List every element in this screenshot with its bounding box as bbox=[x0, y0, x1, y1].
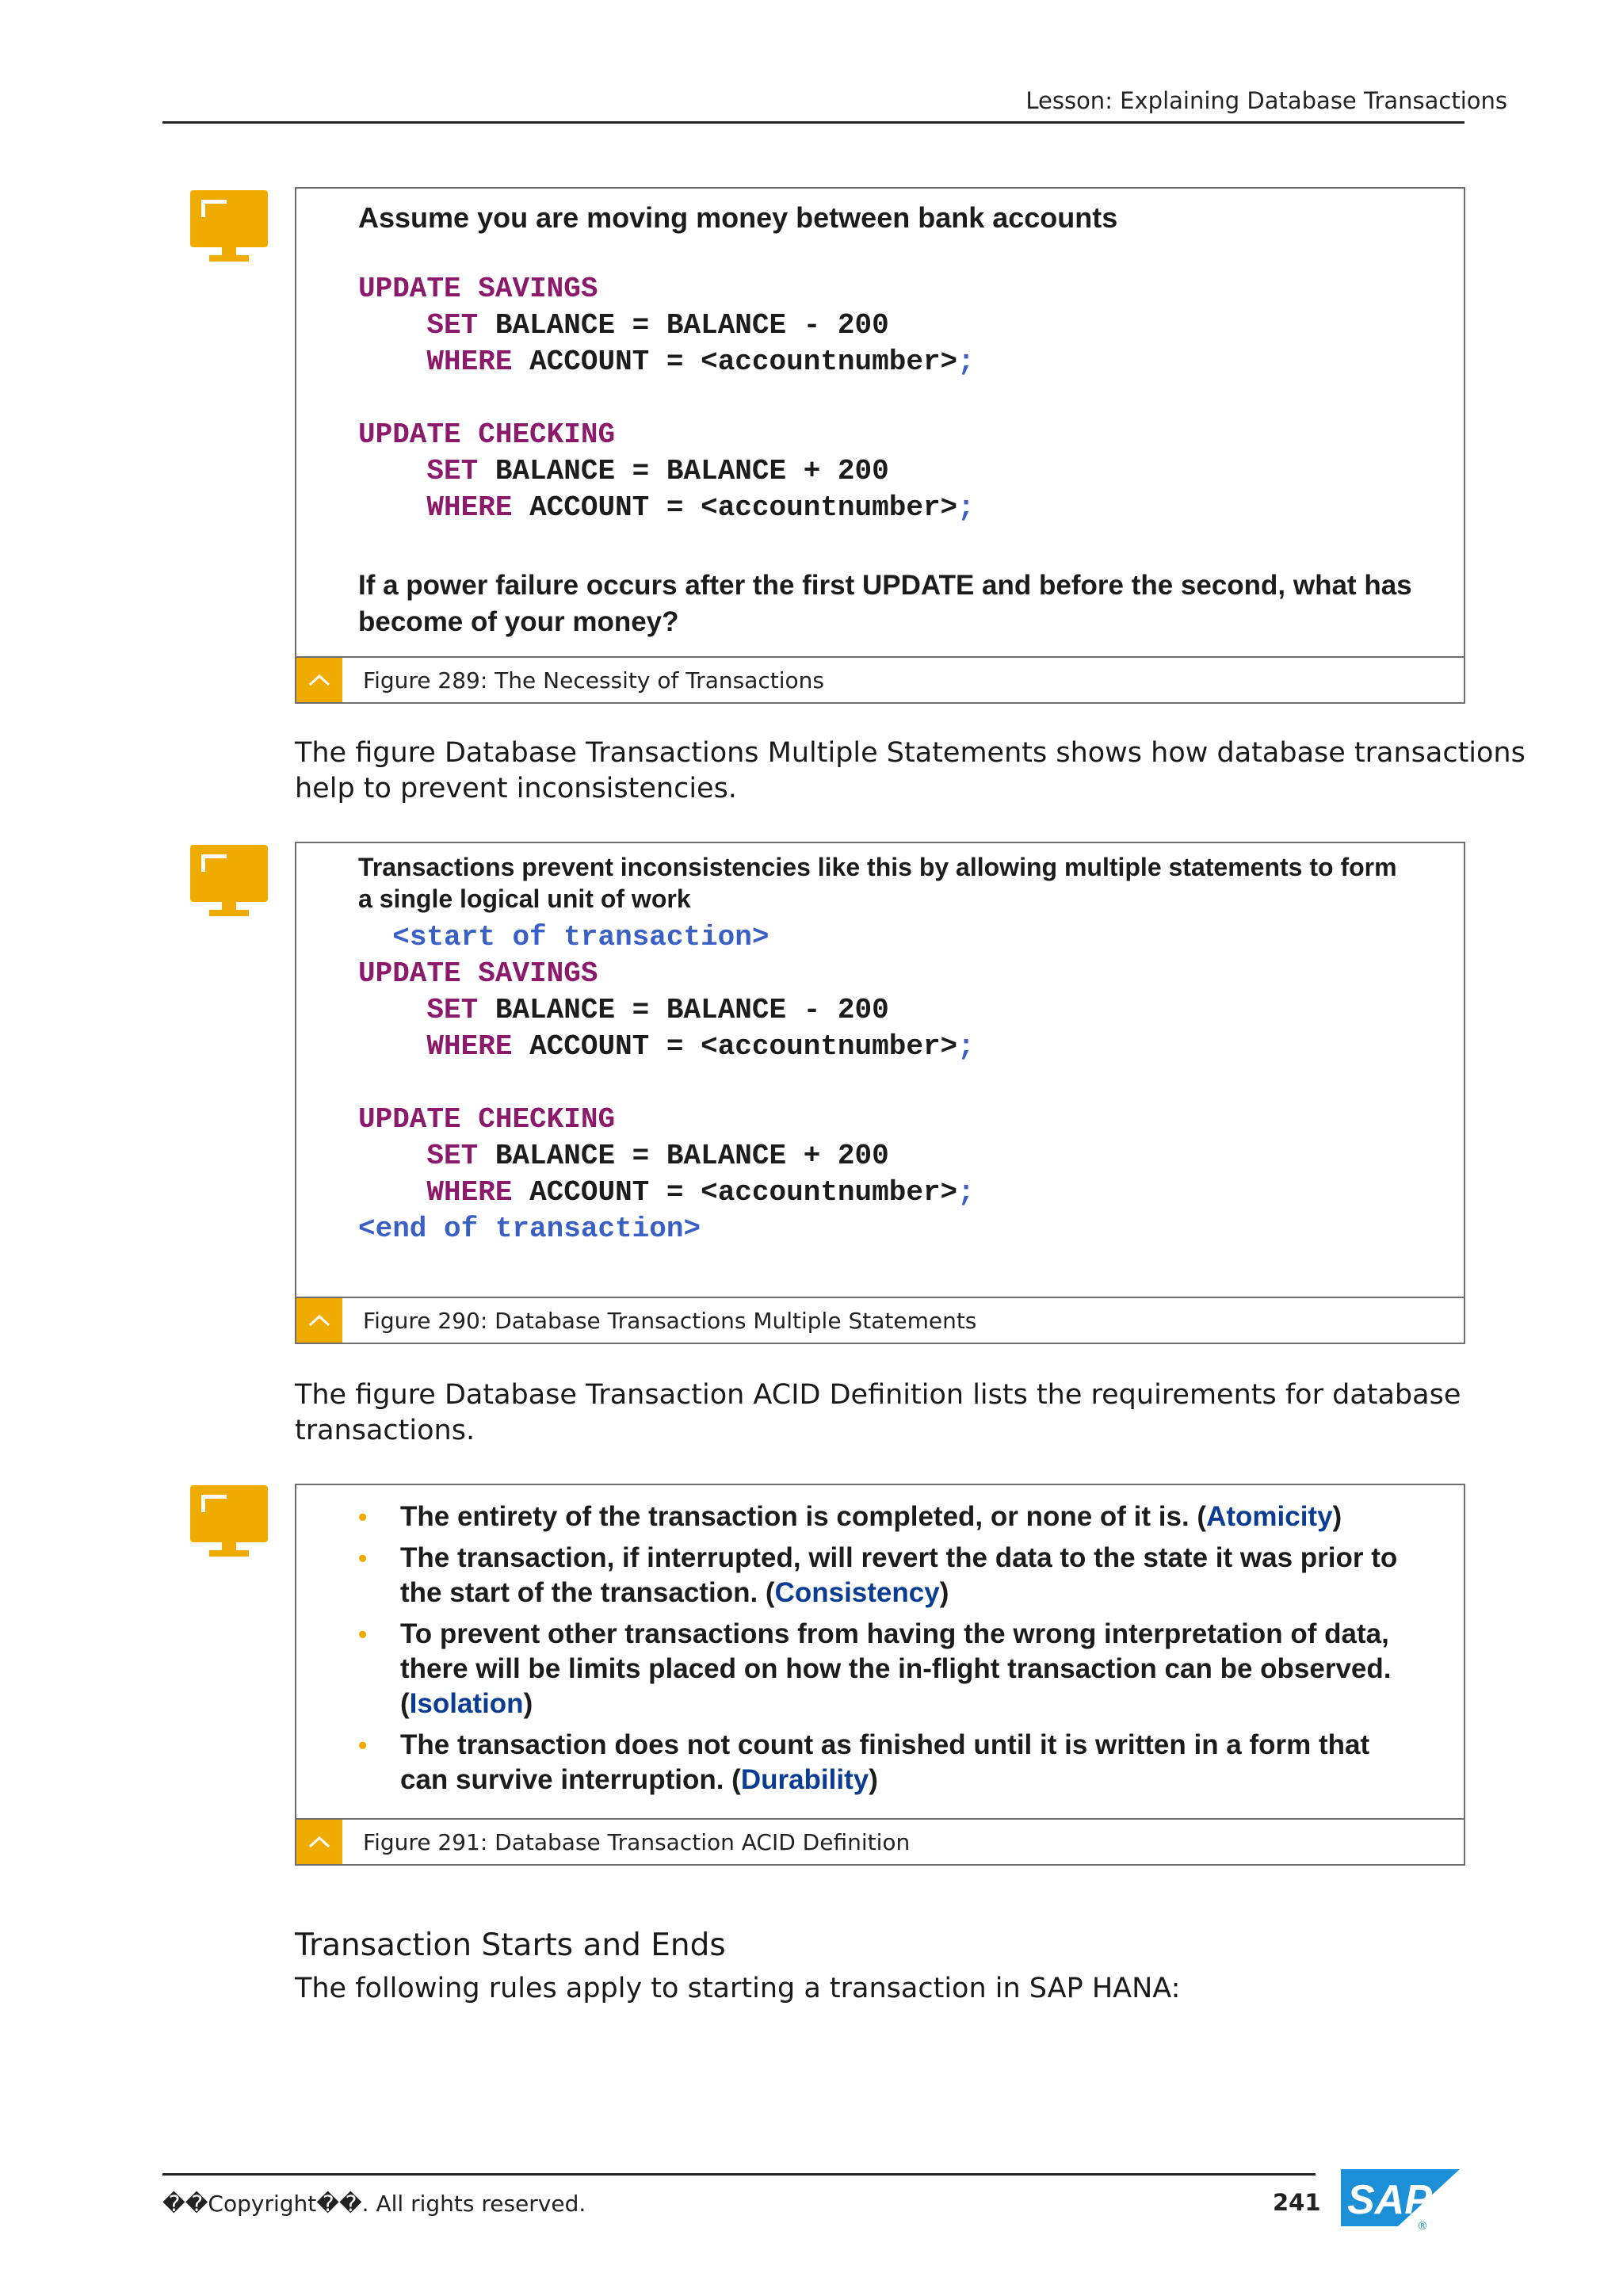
sql-keyword: UPDATE bbox=[358, 1103, 461, 1136]
sql-keyword: WHERE bbox=[426, 1030, 513, 1063]
sql-terminator: ; bbox=[957, 491, 975, 524]
list-item bbox=[358, 1728, 1412, 1797]
figure-caption-bar bbox=[296, 656, 1464, 702]
figure-caption-bar bbox=[296, 1297, 1464, 1343]
sql-keyword: WHERE bbox=[426, 1176, 513, 1209]
header-rule bbox=[162, 121, 1465, 124]
sql-expression: ACCOUNT = <accountnumber> bbox=[529, 1030, 958, 1063]
sql-expression: BALANCE = BALANCE - 200 bbox=[495, 994, 889, 1026]
acid-list bbox=[358, 1499, 1412, 1804]
bullet-icon: • bbox=[358, 1731, 368, 1759]
list-item bbox=[358, 1499, 1412, 1534]
acid-item-text: To prevent other transactions from having the wrong interpretation of data, there will be limits placed on how the in-flight transaction can be observed. ( bbox=[400, 1618, 1392, 1719]
figure-289 bbox=[295, 187, 1465, 704]
presentation-monitor-icon bbox=[190, 1485, 268, 1558]
sql-keyword: SET bbox=[426, 994, 479, 1026]
slide-question: If a power failure occurs after the first UPDATE and before the second, what has become of your money? bbox=[358, 570, 1412, 637]
collapse-chevron-icon[interactable] bbox=[296, 658, 342, 702]
lesson-title: Lesson: Explaining Database Transactions bbox=[1025, 87, 1507, 114]
body-paragraph: The figure Database Transaction ACID Definition lists the requirements for database transactions. bbox=[295, 1379, 1461, 1446]
figure-caption: Figure 289: The Necessity of Transactions bbox=[363, 667, 824, 693]
sql-expression: ACCOUNT = <accountnumber> bbox=[529, 346, 958, 378]
acid-term: Consistency bbox=[774, 1577, 940, 1608]
bullet-icon: • bbox=[358, 1544, 368, 1572]
sql-keyword: WHERE bbox=[426, 346, 513, 378]
sql-table-name: SAVINGS bbox=[478, 273, 598, 305]
bullet-icon: • bbox=[358, 1503, 368, 1531]
list-item bbox=[358, 1541, 1412, 1610]
sql-terminator: ; bbox=[957, 1176, 975, 1209]
presentation-monitor-icon bbox=[190, 190, 268, 263]
sap-logo bbox=[1341, 2169, 1460, 2231]
transaction-start-marker: <start of transaction> bbox=[392, 921, 769, 953]
figure-290 bbox=[295, 842, 1465, 1344]
sql-expression: ACCOUNT = <accountnumber> bbox=[529, 491, 958, 524]
sql-terminator: ; bbox=[957, 1030, 975, 1063]
acid-item-close: ) bbox=[1332, 1501, 1342, 1532]
figure-caption: Figure 291: Database Transaction ACID Definition bbox=[363, 1829, 911, 1855]
copyright-notice: ��Copyright��. All rights reserved. bbox=[162, 2191, 586, 2217]
section-intro: The following rules apply to starting a transaction in SAP HANA: bbox=[295, 1973, 1181, 2004]
sql-expression: BALANCE = BALANCE + 200 bbox=[495, 455, 889, 487]
figure-caption: Figure 290: Database Transactions Multiple Statements bbox=[363, 1308, 977, 1334]
sql-keyword: UPDATE bbox=[358, 957, 461, 990]
svg-text:SAP: SAP bbox=[1347, 2177, 1432, 2223]
sql-table-name: SAVINGS bbox=[478, 957, 598, 990]
sql-statement-savings bbox=[358, 271, 975, 380]
sql-keyword: SET bbox=[426, 1140, 479, 1172]
acid-item-close: ) bbox=[523, 1688, 533, 1719]
sql-expression: BALANCE = BALANCE + 200 bbox=[495, 1140, 889, 1172]
transaction-end-marker: <end of transaction> bbox=[358, 1213, 701, 1245]
sql-statement-checking bbox=[358, 417, 975, 526]
acid-item-text: The entirety of the transaction is completed, or none of it is. ( bbox=[400, 1501, 1207, 1532]
sql-terminator: ; bbox=[957, 346, 975, 378]
page-number: 241 bbox=[1273, 2189, 1321, 2216]
sql-keyword: UPDATE bbox=[358, 418, 461, 451]
sql-keyword: WHERE bbox=[426, 491, 513, 524]
acid-item-text: The transaction, if interrupted, will revert the data to the state it was prior to the start of the transaction. ( bbox=[400, 1542, 1398, 1608]
body-paragraph: The figure Database Transactions Multiple Statements shows how database transactions help to prevent inconsistencies. bbox=[295, 737, 1526, 804]
svg-text:®: ® bbox=[1417, 2220, 1428, 2231]
acid-term: Atomicity bbox=[1206, 1501, 1333, 1532]
acid-item-close: ) bbox=[869, 1764, 878, 1795]
presentation-monitor-icon bbox=[190, 845, 268, 918]
acid-term: Durability bbox=[740, 1764, 869, 1795]
sql-expression: BALANCE = BALANCE - 200 bbox=[495, 309, 889, 342]
sql-expression: ACCOUNT = <accountnumber> bbox=[529, 1176, 958, 1209]
collapse-chevron-icon[interactable] bbox=[296, 1820, 342, 1864]
sql-keyword: SET bbox=[426, 455, 479, 487]
figure-caption-bar bbox=[296, 1818, 1464, 1864]
acid-item-text: The transaction does not count as finished until it is written in a form that can survive interruption. ( bbox=[400, 1729, 1370, 1795]
acid-term: Isolation bbox=[409, 1688, 524, 1719]
figure-291 bbox=[295, 1484, 1465, 1866]
collapse-chevron-icon[interactable] bbox=[296, 1298, 342, 1343]
sql-transaction-block bbox=[358, 919, 975, 1247]
acid-item-close: ) bbox=[939, 1577, 949, 1608]
sql-table-name: CHECKING bbox=[478, 418, 616, 451]
sql-keyword: UPDATE bbox=[358, 273, 461, 305]
section-heading: Transaction Starts and Ends bbox=[295, 1927, 726, 1963]
sql-table-name: CHECKING bbox=[478, 1103, 616, 1136]
slide-title: Transactions prevent inconsistencies like this by allowing multiple statements to form a single logical unit of work bbox=[358, 853, 1397, 913]
slide-title: Assume you are moving money between bank accounts bbox=[358, 201, 1118, 234]
list-item bbox=[358, 1617, 1412, 1721]
bullet-icon: • bbox=[358, 1620, 368, 1648]
footer-rule bbox=[162, 2173, 1316, 2176]
sql-keyword: SET bbox=[426, 309, 479, 342]
